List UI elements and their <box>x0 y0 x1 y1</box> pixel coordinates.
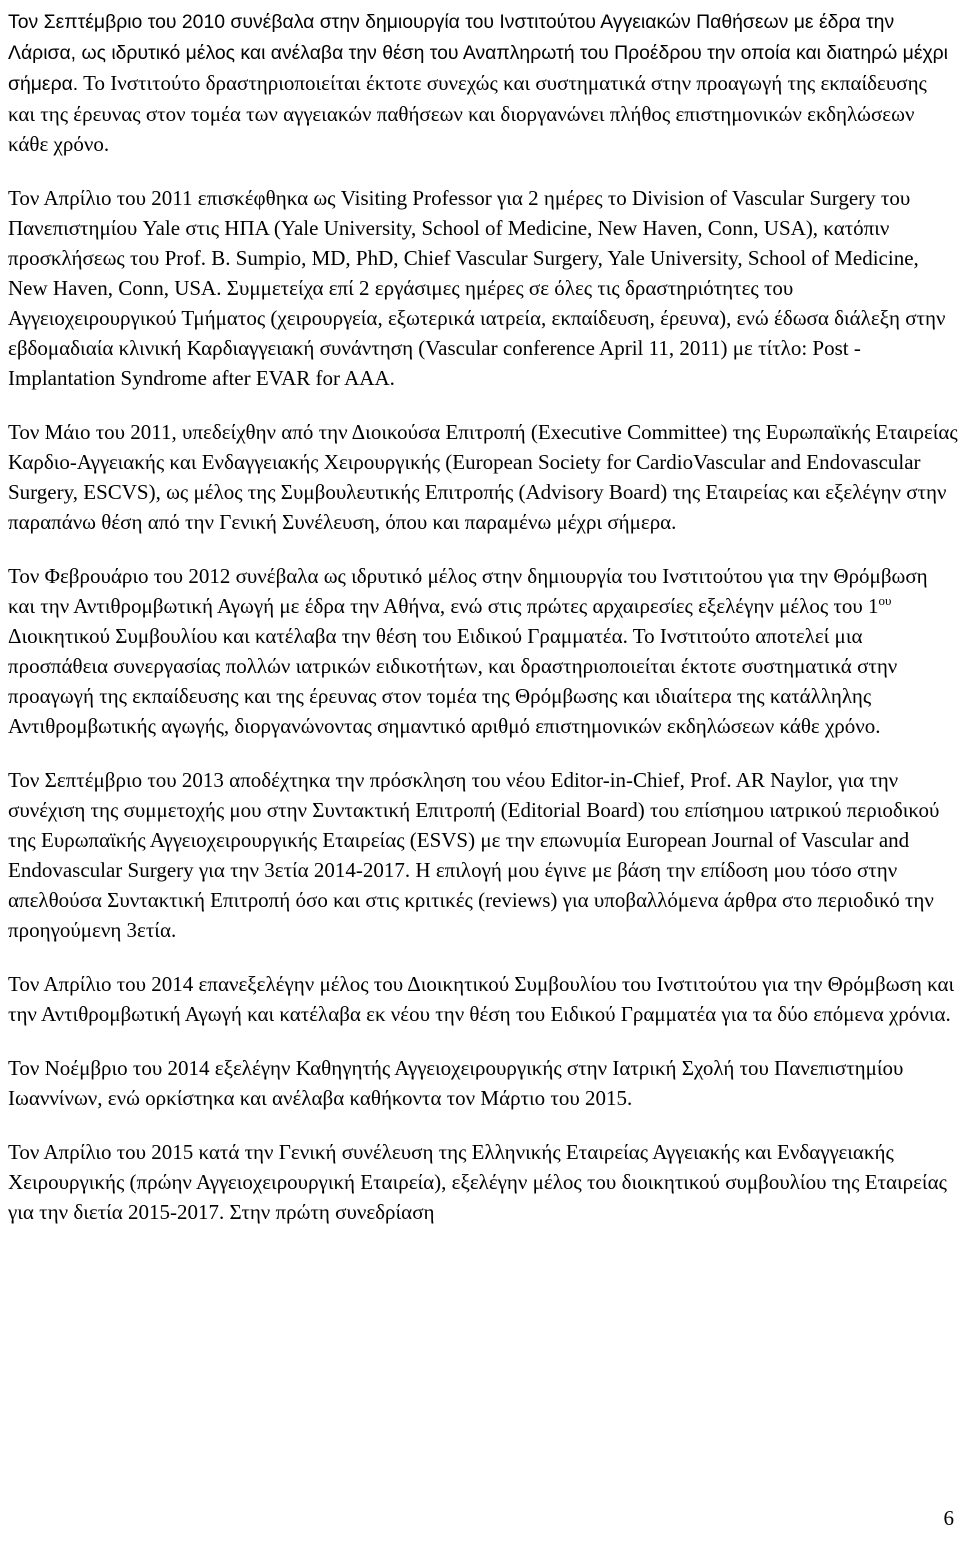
paragraph-professor-ioannina: Τον Νοέμβριο του 2014 εξελέγην Καθηγητής Αγγειοχειρουργικής στην Ιατρική Σχολή του Πανεπιστημίου Ιωαννίνων, ενώ ορκίστηκα και ανέλαβα καθήκοντα τον Μάρτιο του 2015. <box>8 1056 904 1110</box>
paragraph-yale-visiting-professor: Τον Απρίλιο του 2011 επισκέφθηκα ως Visiting Professor για 2 ημέρες το Division of Vascular Surgery του Πανεπιστημίου Yale στις ΗΠΑ (Yale University, School of Medicine, New Haven, Conn, USA), κατόπιν προσκλήσεως του Prof. B. Sumpio, MD, PhD, Chief Vascular Surgery, Yale University, School of Medicine, New Haven, Conn, USA. Συμμετείχα επί 2 εργάσιμες ημέρες σε όλες τις δραστηριότητες του Αγγειοχειρουργικού Τμήματος (χειρουργεία, εξωτερικά ιατρεία, εκπαίδευση, έρευνα), ενώ έδωσα διάλεξη στην εβδομαδιαία κλινική Καρδιαγγειακή συνάντηση (Vascular conference April 11, 2011) με τίτλο: Post - Implantation Syndrome after EVAR for AAA. <box>8 186 946 390</box>
paragraph-editorial-board: Τον Σεπτέμβριο του 2013 αποδέχτηκα την πρόσκληση του νέου Editor-in-Chief, Prof. AR Naylor, για την συνέχιση της συμμετοχής μου στην Συντακτική Επιτροπή (Editorial Board) του επίσημου ιατρικού περιοδικού της Ευρωπαϊκής Αγγειοχειρουργικής Εταιρείας (ESVS) με την επωνυμία European Journal of Vascular and Endovascular Surgery για την 3ετία 2014-2017. Η επιλογή μου έγινε με βάση την επίδοση μου τόσο στην απελθούσα Συντακτική Επιτροπή όσο και στις κριτικές (reviews) για υποβαλλόμενα άρθρα στο περιοδικό την προηγούμενη 3ετία. <box>8 768 940 942</box>
paragraph-reelection-2014: Τον Απρίλιο του 2014 επανεξελέγην μέλος του Διοικητικού Συμβουλίου του Ινστιτούτου για την Θρόμβωση και την Αντιθρομβωτική Αγωγή και κατέλαβα εκ νέου την θέση του Ειδικού Γραμματέα για τα δύο επόμενα χρόνια. <box>8 972 955 1026</box>
ordinal-superscript: ου <box>878 593 892 608</box>
paragraph-sans-segment: Τον Σεπτέμβριο του 2010 συνέβαλα στην δημιουργία του Ινστιτούτου Αγγειακών Παθήσεων με έδρα την Λάρισα, ως ιδρυτικό μέλος και ανέλαβα την θέση του Αναπληρωτή του Προέδρου την οποία και διατηρώ μέχρι σήμερα. <box>8 11 948 95</box>
page-number: 6 <box>943 1506 954 1530</box>
paragraph-serif-segment: Το Ινστιτούτο δραστηριοποιείται έκτοτε συνεχώς και συστηματικά στην προαγωγή της εκπαίδευσης και της έρευνας στον τομέα των αγγειακών παθήσεων και διοργανώνει πλήθος επιστημονικών εκδηλώσεων κάθε χρόνο. <box>8 71 927 156</box>
paragraph-thrombosis-institute <box>8 561 958 741</box>
document-page <box>8 6 958 1251</box>
paragraph-hellenic-society-2015: Τον Απρίλιο του 2015 κατά την Γενική συνέλευση της Ελληνικής Εταιρείας Αγγειακής και Ενδαγγειακής Χειρουργικής (πρώην Αγγειοχειρουργική Εταιρεία), εξελέγην μέλος του διοικητικού συμβουλίου της Εταιρείας για την διετία 2015-2017. Στην πρώτη συνεδρίαση <box>8 1140 947 1224</box>
paragraph-institute-vascular-diseases <box>8 6 958 159</box>
paragraph-text-before-superscript: Τον Φεβρουάριο του 2012 συνέβαλα ως ιδρυτικό μέλος στην δημιουργία του Ινστιτούτου για την Θρόμβωση και την Αντιθρομβωτική Αγωγή με έδρα την Αθήνα, ενώ στις πρώτες αρχαιρεσίες εξελέγην μέλος του 1 <box>8 564 928 618</box>
paragraph-escvs-advisory-board: Τον Μάιο του 2011, υπεδείχθην από την Διοικούσα Επιτροπή (Executive Committee) της Ευρωπαϊκής Εταιρείας Καρδιο-Αγγειακής και Ενδαγγειακής Χειρουργικής (European Society for CardioVascular and Endovascular Surgery, ESCVS), ως μέλος της Συμβουλευτικής Επιτροπής (Advisory Board) της Εταιρείας και εξελέγην στην παραπάνω θέση από την Γενική Συνέλευση, όπου και παραμένω μέχρι σήμερα. <box>8 420 958 534</box>
paragraph-text-after-superscript: Διοικητικού Συμβουλίου και κατέλαβα την θέση του Ειδικού Γραμματέα. Το Ινστιτούτο αποτελεί μια προσπάθεια συνεργασίας πολλών ιατρικών ειδικοτήτων, και δραστηριοποιείται έκτοτε συστηματικά στην προαγωγή της εκπαίδευσης και της έρευνας στον τομέα της Θρόμβωσης και ιδιαίτερα της κατάλληλης Αντιθρομβωτικής αγωγής, διοργανώνοντας σημαντικό αριθμό επιστημονικών εκδηλώσεων κάθε χρόνο. <box>8 624 898 738</box>
